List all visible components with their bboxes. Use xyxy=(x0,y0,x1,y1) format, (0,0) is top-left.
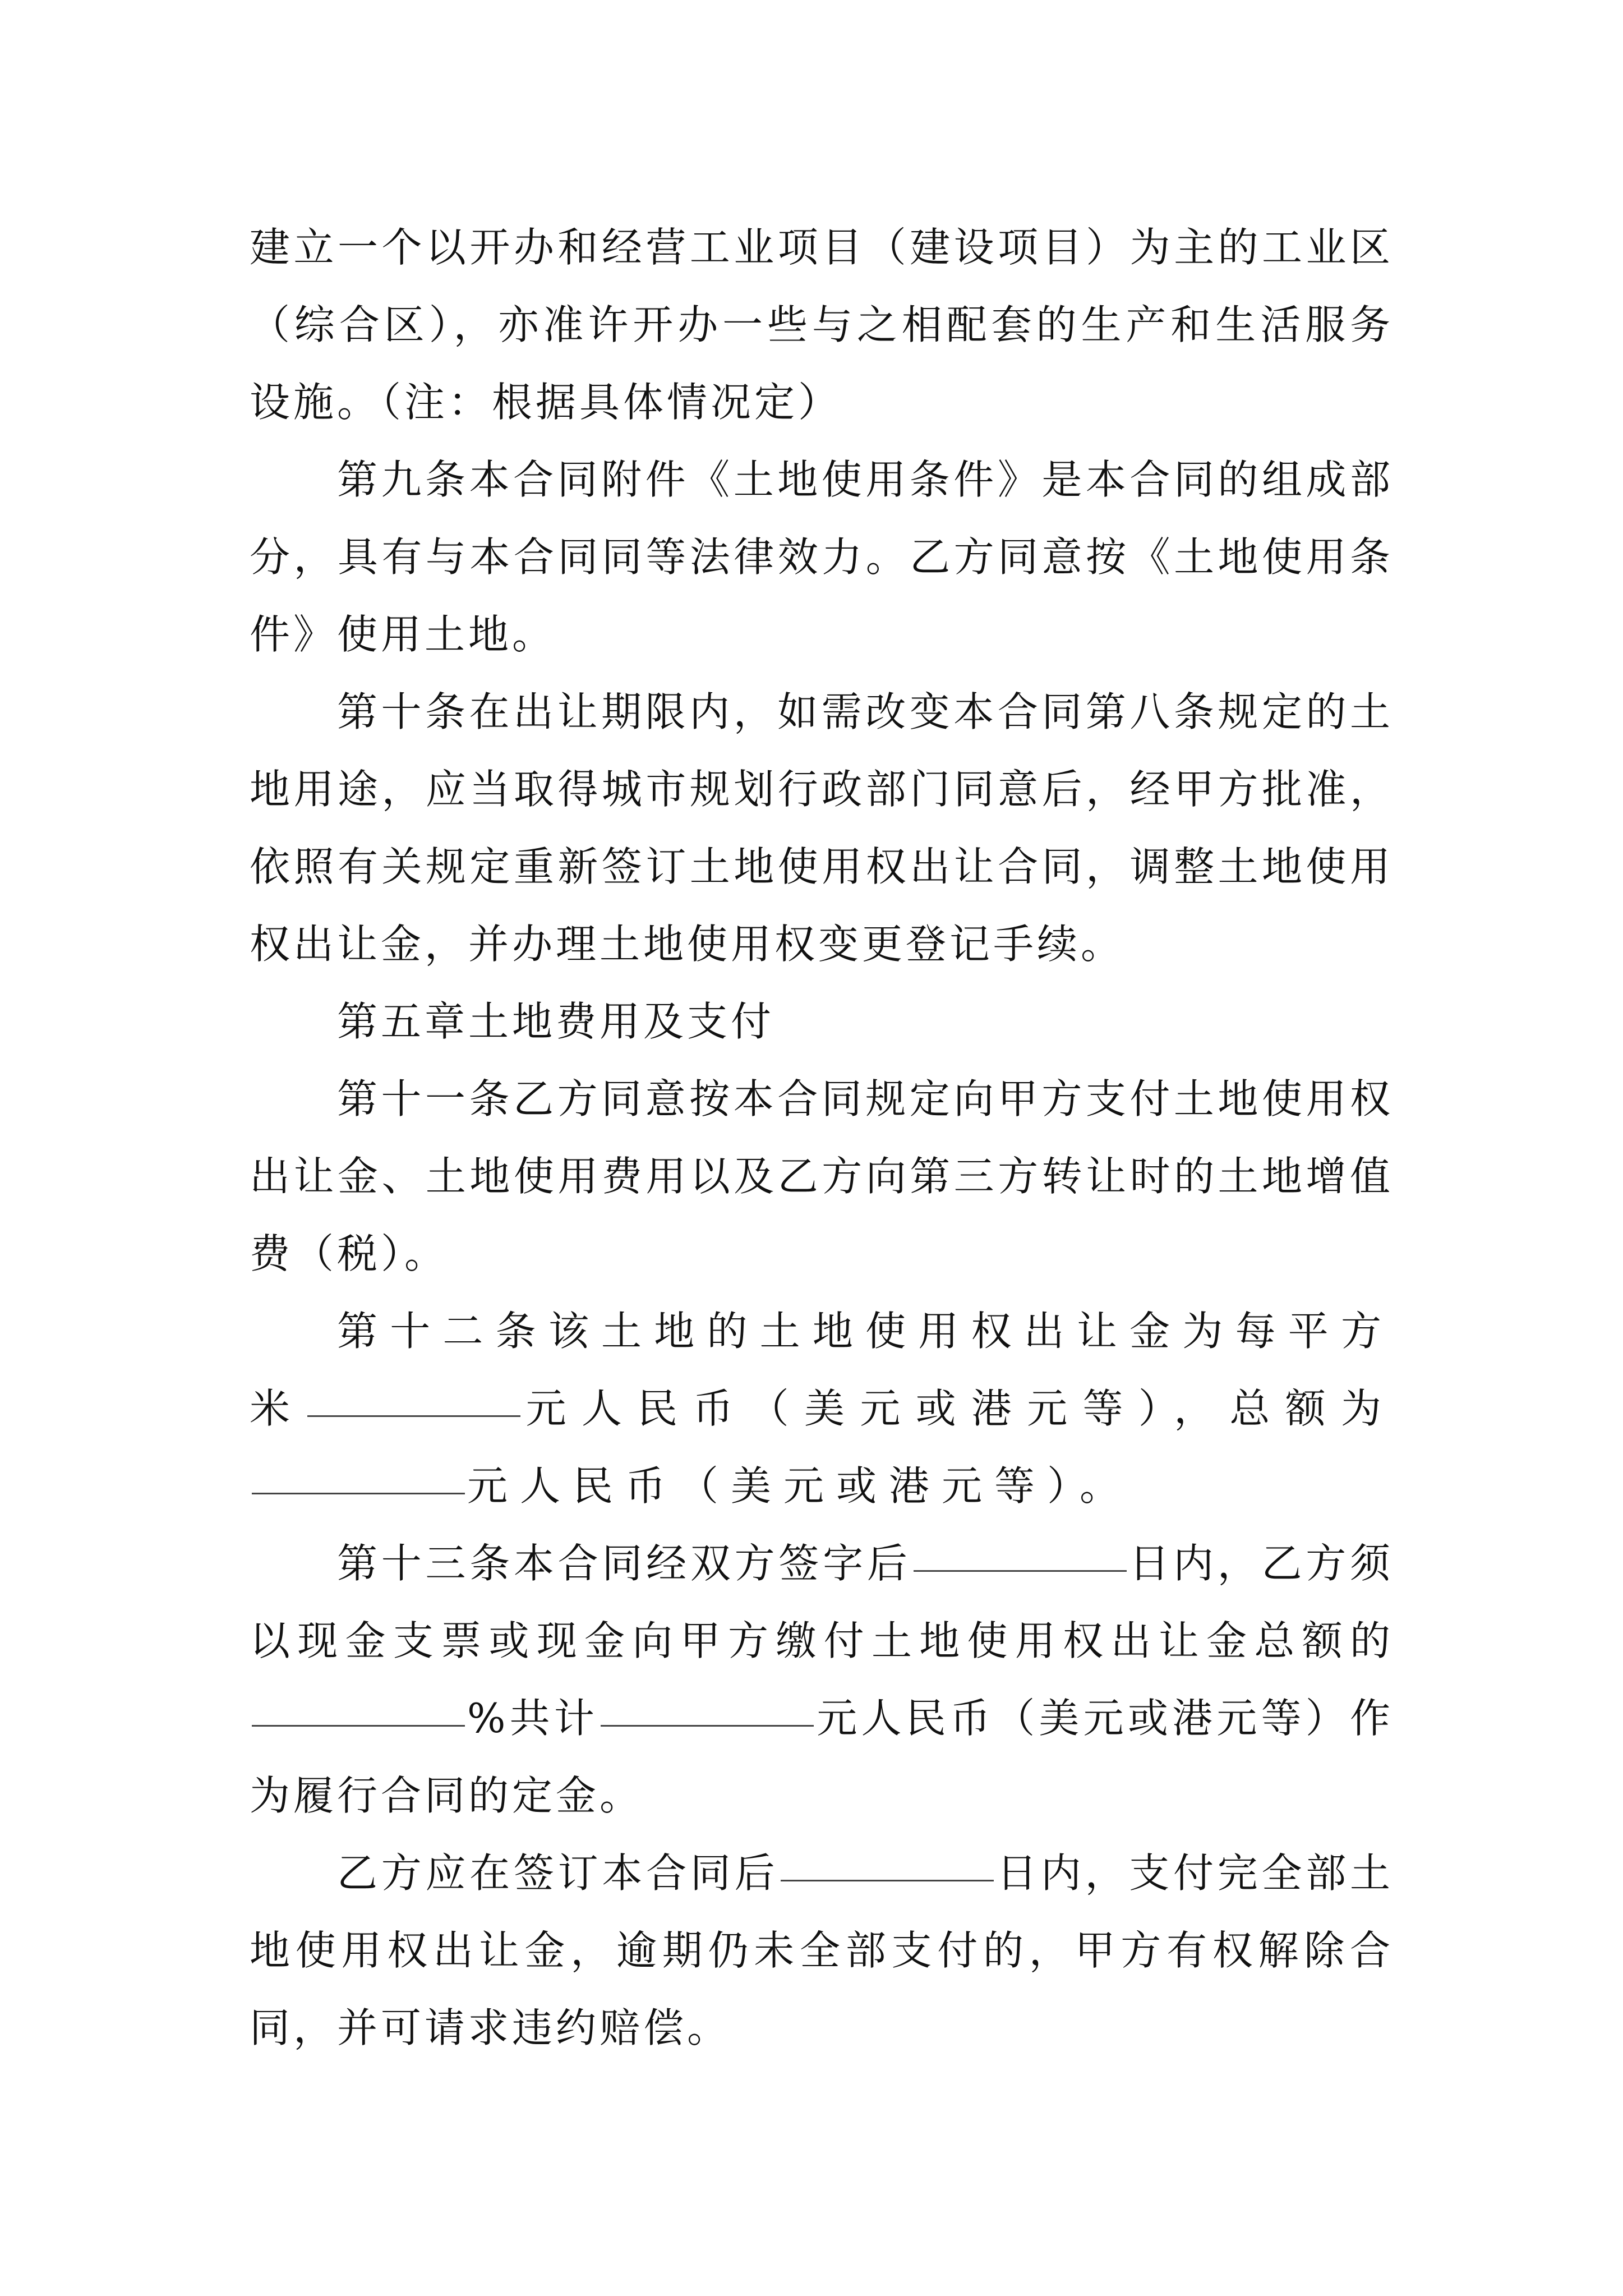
article-13-text-b: 日内，乙方须以现金支票或现金向甲方缴付土地使用权出让金总额的 xyxy=(250,1540,1394,1664)
blank-line-deposit-amount xyxy=(601,1724,814,1727)
article-12-text-b: 元人民币（美元或港元等），总额为 xyxy=(523,1385,1394,1432)
paragraph-zone-purpose: 建立一个以开办和经营工业项目（建设项目）为主的工业区（综合区），亦准许开办一些与之相配套的生产和生活服务设施。（注：根据具体情况定） xyxy=(250,224,1394,426)
paragraph-article-11: 第十一条乙方同意按本合同规定向甲方支付土地使用权出让金、土地使用费用以及乙方向第三方转让时的土地增值费（税）。 xyxy=(250,1075,1394,1277)
full-payment-text-a: 乙方应在签订本合同后 xyxy=(337,1849,779,1897)
article-12-text-c: 元人民币（美元或港元等）。 xyxy=(467,1462,1133,1510)
article-12-text-a: 第十二条该土地的土地使用权出让金为每平方米 xyxy=(250,1308,1394,1432)
blank-line-days xyxy=(914,1570,1127,1572)
chapter-heading-5: 第五章土地费用及支付 xyxy=(337,998,775,1045)
blank-line-payment-days xyxy=(781,1879,994,1881)
blank-line-percent xyxy=(252,1724,465,1727)
paragraph-full-payment xyxy=(250,1834,1394,2067)
article-13-text-a: 第十三条本合同经双方签字后 xyxy=(337,1540,911,1587)
article-13-text-c: %共计 xyxy=(467,1695,599,1742)
blank-line-total-amount xyxy=(252,1492,465,1494)
full-payment-text-b: 日内，支付完全部土地使用权出让金，逾期仍未全部支付的，甲方有权解除合同，并可请求违约赔偿。 xyxy=(250,1849,1394,2051)
paragraph-article-13 xyxy=(250,1525,1394,1834)
article-13-text-d: 元人民币（美元或港元等）作为履行合同的定金。 xyxy=(250,1695,1394,1819)
paragraph-article-10: 第十条在出让期限内，如需改变本合同第八条规定的土地用途，应当取得城市规划行政部门同意后，经甲方批准，依照有关规定重新签订土地使用权出让合同，调整土地使用权出让金，并办理土地使用权变更登记手续。 xyxy=(250,688,1394,968)
document-body xyxy=(250,209,1394,2067)
blank-line-price-per-sqm xyxy=(307,1415,520,1417)
paragraph-article-12 xyxy=(250,1292,1394,1525)
paragraph-article-9: 第九条本合同附件《土地使用条件》是本合同的组成部分，具有与本合同同等法律效力。乙方同意按《土地使用条件》使用土地。 xyxy=(250,456,1394,658)
